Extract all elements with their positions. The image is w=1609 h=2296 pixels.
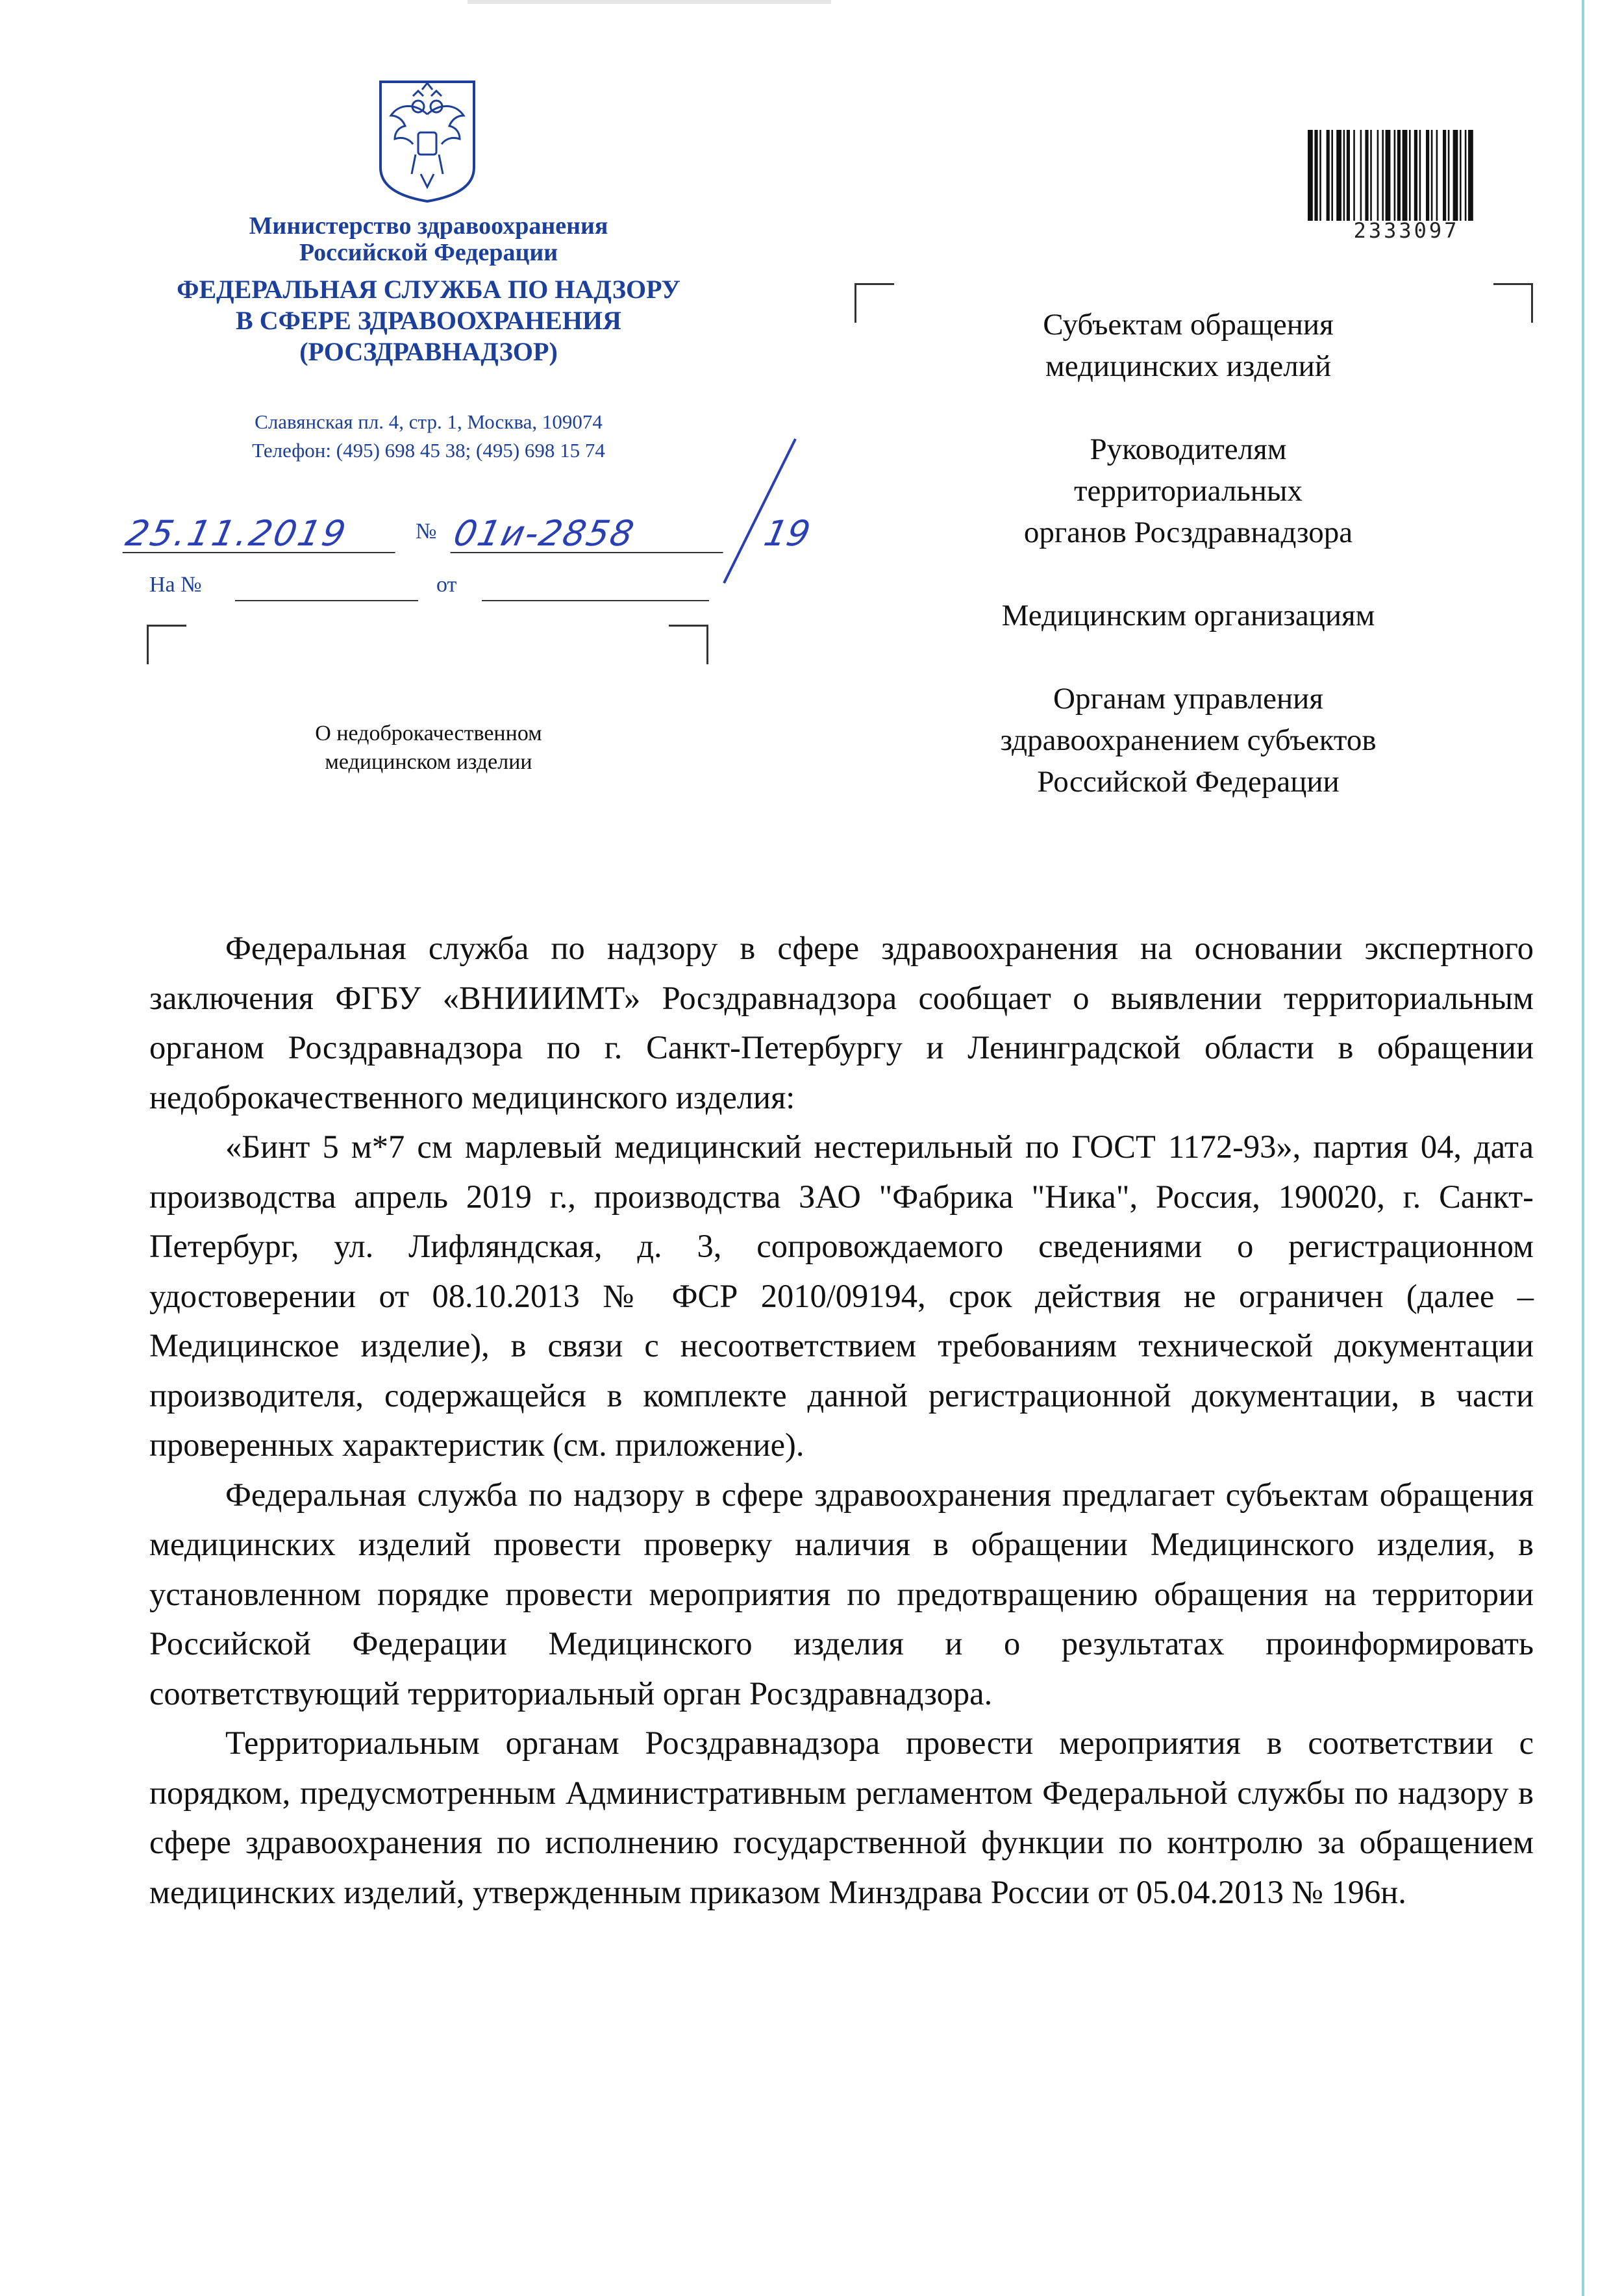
ministry-country: Российской Федерации	[299, 239, 558, 266]
subject-bracket-right	[669, 625, 708, 664]
barcode-number: 2333097	[1353, 218, 1460, 243]
subject-line2: медицинском изделии	[325, 750, 532, 774]
service-abbreviation: (РОСЗДРАВНАДЗОР)	[299, 337, 558, 366]
service-name-line1: ФЕДЕРАЛЬНАЯ СЛУЖБА ПО НАДЗОРУ	[177, 275, 680, 304]
scan-edge-right	[1582, 0, 1584, 2296]
handwritten-slash-icon	[711, 436, 802, 586]
registration-number-label: №	[416, 519, 437, 543]
letter-body	[149, 923, 1534, 1917]
body-paragraph-4: Территориальным органам Росздравнадзора провести мероприятия в соответствии с порядком, предусмотренным Административным регламентом Федеральной службы по надзору в сфере здравоохранения по исполнению государственной функции по контролю за обращением медицинских изделий, утвержденным приказом Минздрава России от 05.04.2013 № 196н.	[149, 1725, 1534, 1910]
addressee-bracket-right	[1493, 283, 1533, 323]
addressee-line: Медицинским организациям	[1001, 599, 1375, 632]
body-paragraph-3: Федеральная служба по надзору в сфере здравоохранения предлагает субъектам обращения медицинских изделий провести проверку наличия в обращении Медицинского изделия, в установленном порядке провести мероприятия по предотвращению обращения на территории Российской Федерации Медицинского изделия и о результатах проинформировать соответствующий территориальный орган Росздравнадзора.	[149, 1476, 1534, 1712]
addressee-line: Субъектам обращения	[1043, 308, 1334, 342]
reference-date-line	[482, 600, 709, 601]
registration-number: 01и-2858	[450, 513, 731, 553]
reference-number-line	[235, 600, 418, 601]
ministry-name: Министерство здравоохранения	[249, 212, 608, 240]
addressee-bracket-left	[854, 283, 894, 323]
subject-bracket-left	[147, 625, 186, 664]
addressee-line: территориальных	[1073, 474, 1303, 508]
addressee-line: медицинских изделий	[1045, 349, 1331, 383]
registration-date: 25.11.2019	[122, 513, 403, 553]
addressee-line: органов Росздравнадзора	[1023, 516, 1353, 549]
subject-line1: О недоброкачественном	[315, 721, 542, 745]
service-address: Славянская пл. 4, стр. 1, Москва, 109074	[255, 410, 603, 433]
scan-edge-top	[468, 0, 831, 4]
reference-number-label: На №	[149, 573, 202, 597]
reference-date-label: от	[436, 573, 457, 597]
registration-number-suffix: 19	[760, 513, 814, 554]
addressee-line: Руководителям	[1090, 432, 1287, 466]
addressee-line: Органам управления	[1053, 682, 1323, 716]
addressee-line: здравоохранением субъектов	[1000, 723, 1377, 757]
addressee-line: Российской Федерации	[1037, 765, 1340, 799]
coat-of-arms-icon	[375, 77, 479, 205]
body-paragraph-1: Федеральная служба по надзору в сфере здравоохранения на основании экспертного заключения ФГБУ «ВНИИИМТ» Росздравнадзора сообщает о выявлении территориальным органом Росздравнадзора по г. Санкт-Петербургу и Ленинградской области в обращении недоброкачественного медицинского изделия:	[149, 930, 1534, 1116]
service-name-line2: В СФЕРЕ ЗДРАВООХРАНЕНИЯ	[236, 306, 621, 335]
barcode-icon	[1306, 130, 1506, 221]
service-phone: Телефон: (495) 698 45 38; (495) 698 15 74	[252, 439, 605, 462]
body-paragraph-2: «Бинт 5 м*7 см марлевый медицинский нестерильный по ГОСТ 1172-93», партия 04, дата производства апрель 2019 г., производства ЗАО "Фабрика "Ника", Россия, 190020, г. Санкт-Петербург, ул. Лифляндская, д. 3, сопровождаемого сведениями о регистрационном удостоверении от 08.10.2013 № ФСР 2010/09194, срок действия не ограничен (далее – Медицинское изделие), в связи с несоответствием требованиям технической документации производителя, содержащейся в комплекте данной регистрационной документации, в части проверенных характеристик (см. приложение).	[149, 1129, 1534, 1463]
